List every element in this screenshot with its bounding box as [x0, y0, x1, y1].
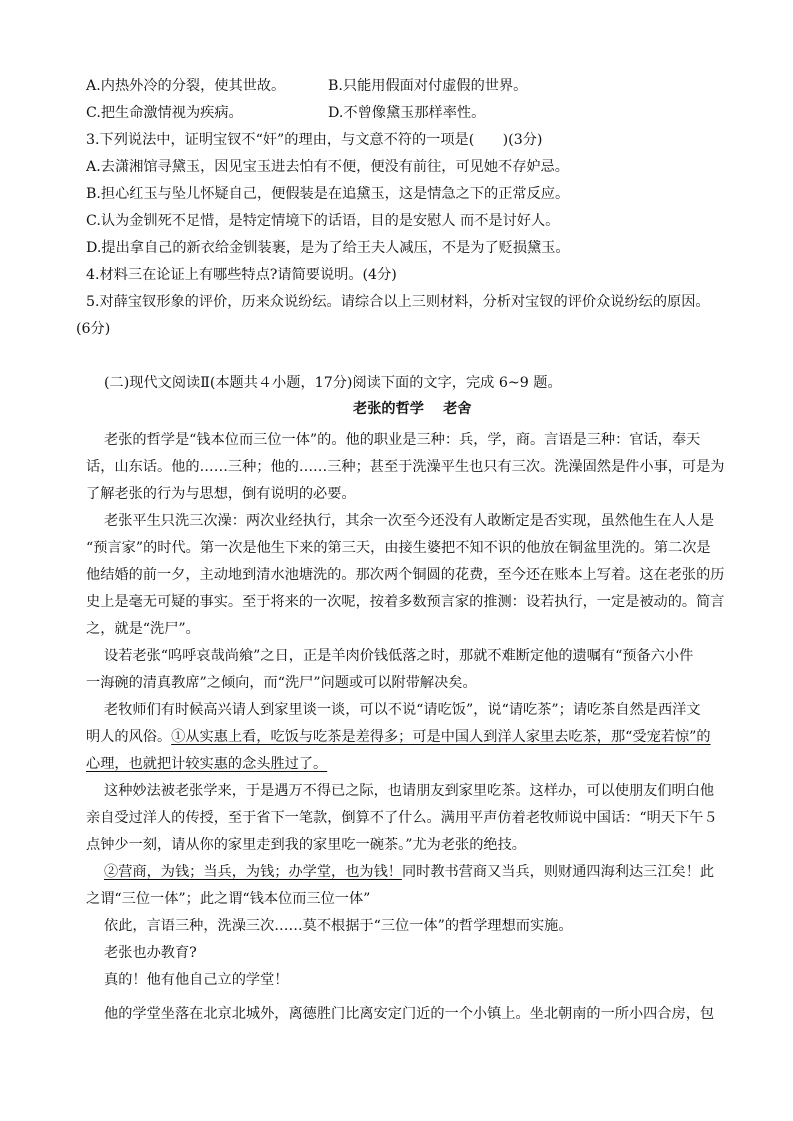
p5-line-3: 点钟少一刻，请从你的家里走到我的家里吃一碗茶。”尤为老张的绝技。	[86, 837, 526, 853]
p7-line: 依此，言语三种，洗澡三次……莫不根据于“三位一体”的哲学理想而实施。	[104, 918, 573, 934]
p6-line-1-plain: 同时教书营商又当兵，则财通四海利达三江矣！此	[401, 864, 715, 880]
q2-option-b: B.只能用假面对付虚假的世界。	[328, 78, 528, 94]
underlined-sentence-2: ②营商，为钱；当兵，为钱；办学堂，也为钱！	[104, 864, 402, 880]
q2-option-d: D.不曾像黛玉那样率性。	[328, 105, 486, 121]
q5-line-2: (6分)	[76, 321, 111, 337]
p4-line-2	[86, 727, 711, 747]
p8-line: 老张也办教育?	[104, 945, 197, 961]
q4-text: 4.材料三在论证上有哪些特点?请简要说明。(4分)	[86, 267, 397, 283]
q2-options-row-2	[86, 103, 485, 123]
p10-line: 他的学堂坐落在北京北城外，离德胜门比离安定门近的一个小镇上。坐北朝南的一所小四合房，包	[104, 1006, 715, 1022]
p2-line-3: 他结婚的前一夕，主动地到清水池塘洗的。那次两个铜圆的花费，至今还在账本上写着。这在老张的历	[86, 567, 725, 583]
p6-line-2: 之谓“三位一体”；此之谓“钱本位而三位一体”	[86, 891, 371, 907]
q2-option-a: A.内热外冷的分裂，使其世故。	[86, 78, 286, 94]
p5-line-1: 这种妙法被老张学来，于是遇万不得已之际，也请朋友到家里吃茶。这样办，可以使朋友们明白他	[104, 783, 715, 799]
p9-line: 真的！他有他自己立的学堂！	[104, 972, 289, 988]
p4-line-2-plain: 明人的风俗。	[86, 729, 172, 745]
q5-line-1: 5.对薛宝钗形象的评价，历来众说纷纭。请综合以上三则材料，分析对宝钗的评价众说纷纭的原因。	[86, 294, 710, 310]
p3-line-2: 一海碗的清真教席”之倾向，而“洗尸”问题或可以附带解决矣。	[86, 675, 477, 691]
q2-option-c: C.把生命激情视为疾病。	[86, 105, 243, 121]
p2-line-5: 之，就是“洗尸”。	[86, 621, 200, 637]
p6-line-1	[104, 862, 714, 882]
passage-title: 老张的哲学 老舍	[353, 401, 472, 417]
q2-options-row-1	[86, 76, 527, 96]
p1-line-1: 老张的哲学是“钱本位而三位一体”的。他的职业是三种：兵，学，商。言语是三种：官话，奉天	[104, 432, 701, 448]
section-heading: (二)现代文阅读Ⅱ(本题共４小题，17分)阅读下面的文字，完成 6~9 题。	[104, 375, 562, 391]
q3-option-c: C.认为金钏死不足惜，是特定情境下的话语，目的是安慰人 而不是讨好人。	[86, 213, 560, 229]
p2-line-4: 史上是毫无可疑的事实。至于将来的一次呢，按着多数预言家的推测：设若执行，一定是被动的。简言	[86, 594, 725, 610]
p1-line-3: 了解老张的行为与思想，倒有说明的必要。	[86, 486, 356, 502]
p2-line-1: 老张平生只洗三次澡：两次业经执行，其余一次至今还没有人敢断定是否实现，虽然他生在人人是	[104, 513, 715, 529]
p2-line-2: “预言家”的时代。第一次是他生下来的第三天，由接生婆把不知不识的他放在铜盆里洗的。第二次是	[86, 540, 711, 556]
q3-stem: 3.下列说法中，证明宝钗不“奸”的理由，与文意不符的一项是( )(3分)	[86, 132, 543, 148]
q3-option-d: D.提出拿自己的新衣给金钏装裹，是为了给王夫人减压，不是为了贬损黛玉。	[86, 240, 570, 256]
p4-line-1: 老牧师们有时候高兴请人到家里谈一谈，可以不说“请吃饭”，说“请吃茶”；请吃茶自然是西洋文	[104, 702, 701, 718]
q3-option-b: B.担心红玉与坠儿怀疑自己，便假装是在追黛玉，这是情急之下的正常反应。	[86, 186, 570, 202]
p1-line-2: 话，山东话。他的……三种；他的……三种；甚至于洗澡平生也只有三次。洗澡固然是件小事，可是为	[86, 459, 725, 475]
underlined-sentence-1-cont: 心理，也就把计较实惠的念头胜过了。	[86, 756, 328, 772]
underlined-sentence-1: ①从实惠上看，吃饭与吃茶是差得多；可是中国人到洋人家里去吃茶，那“受宠若惊”的	[171, 729, 711, 745]
q3-option-a: A.去潇湘馆寻黛玉，因见宝玉进去怕有不便，便没有前往，可见她不存妒忌。	[86, 159, 569, 175]
p5-line-2: 亲自受过洋人的传授，至于省下一笔款，倒算不了什么。满用平声仿着老牧师说中国话：“明天下午５	[86, 810, 718, 826]
p3-line-1: 设若老张“呜呼哀哉尚飨”之日，正是羊肉价钱低落之时，那就不难断定他的遗嘱有“预备六小件	[104, 648, 694, 664]
